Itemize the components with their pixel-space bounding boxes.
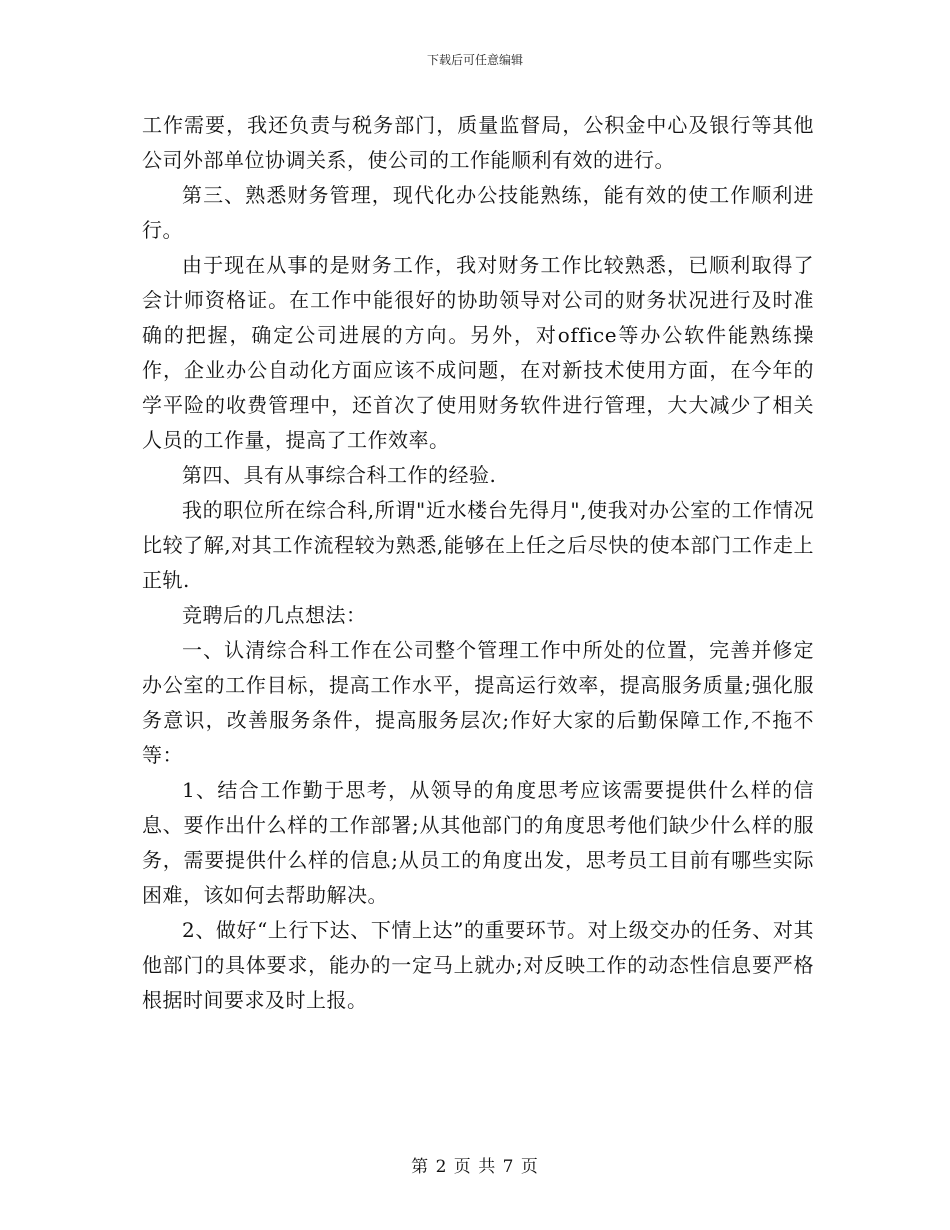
paragraph-7: 一、认清综合科工作在公司整个管理工作中所处的位置，完善并修定办公室的工作目标，提高工作水平，提高运行效率，提高服务质量;强化服务意识，改善服务条件，提高服务层次;作好大家的后勤保障工作,不拖不等：	[142, 638, 814, 767]
page-number: 第 2 页 共 7 页	[411, 1157, 539, 1177]
paragraph-3: 由于现在从事的是财务工作，我对财务工作比较熟悉，已顺利取得了会计师资格证。在工作中能很好的协助领导对公司的财务状况进行及时准确的把握，确定公司进展的方向。另外，对office等办公软件能熟练操作，企业办公自动化方面应该不成问题，在对新技术使用方面，在今年的学平险的收费管理中，还首次了使用财务软件进行管理，大大减少了相关人员的工作量，提高了工作效率。	[142, 253, 814, 452]
paragraph-4: 第四、具有从事综合科工作的经验.	[182, 463, 497, 487]
document-body	[142, 108, 814, 1018]
paragraph-6: 竞聘后的几点想法：	[182, 603, 367, 627]
paragraph-8: 1、结合工作勤于思考，从领导的角度思考应该需要提供什么样的信息、要作出什么样的工作部署;从其他部门的角度思考他们缺少什么样的服务，需要提供什么样的信息;从员工的角度出发，思考员工目前有哪些实际困难，该如何去帮助解决。	[142, 778, 814, 907]
paragraph-2: 第三、熟悉财务管理，现代化办公技能熟练，能有效的使工作顺利进行。	[142, 183, 814, 242]
paragraph-5: 我的职位所在综合科,所谓"近水楼台先得月",使我对办公室的工作情况比较了解,对其工作流程较为熟悉,能够在上任之后尽快的使本部门工作走上正轨.	[142, 498, 814, 592]
paragraph-1: 工作需要，我还负责与税务部门，质量监督局，公积金中心及银行等其他公司外部单位协调关系，使公司的工作能顺利有效的进行。	[142, 113, 814, 172]
page-header: 下载后可任意编辑	[426, 53, 523, 67]
paragraph-9: 2、做好“上行下达、下情上达”的重要环节。对上级交办的任务、对其他部门的具体要求，能办的一定马上就办;对反映工作的动态性信息要严格根据时间要求及时上报。	[142, 918, 814, 1012]
